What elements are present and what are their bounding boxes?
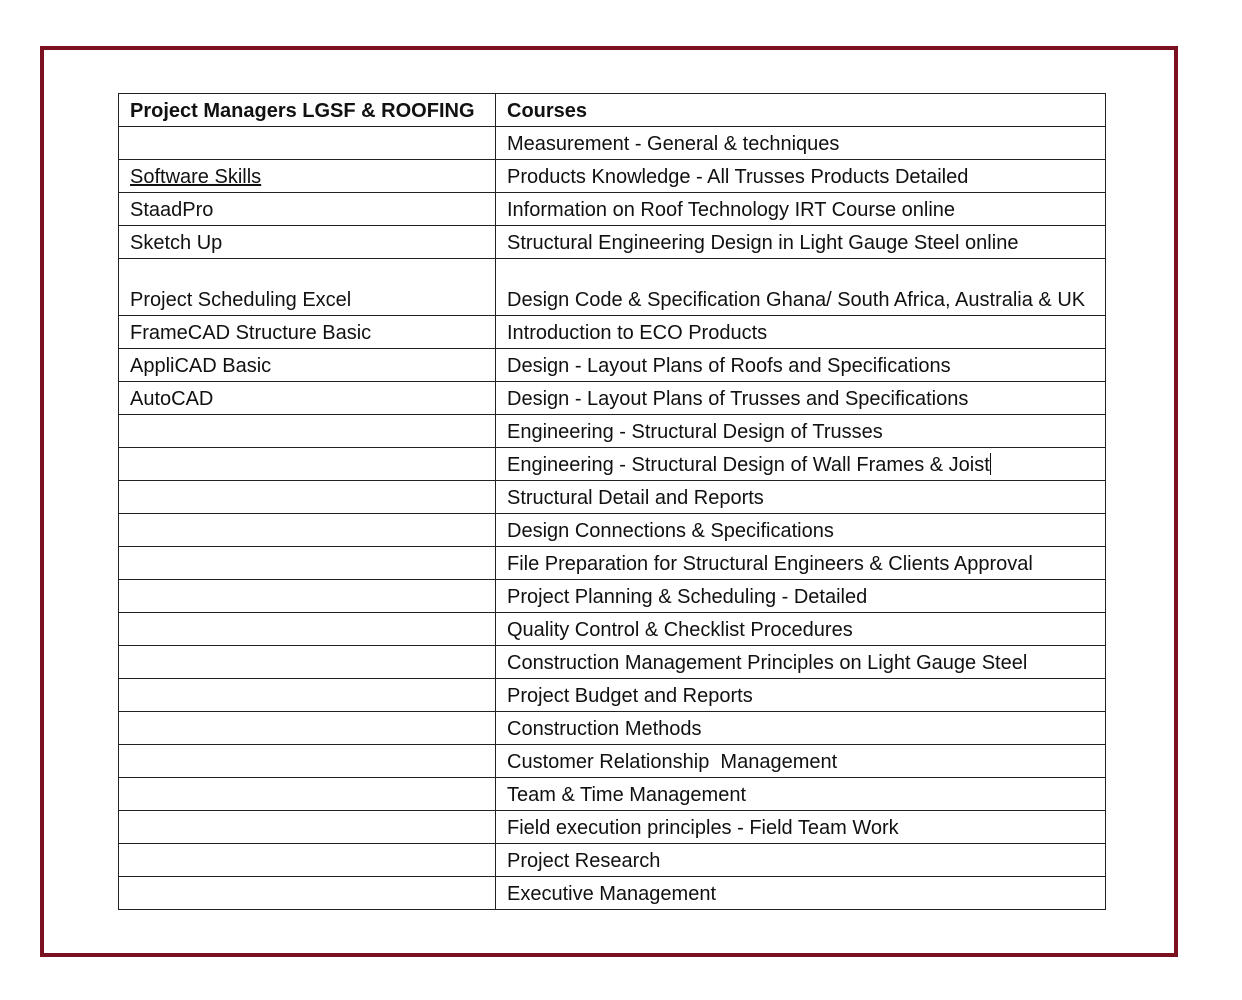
skill-cell xyxy=(119,811,496,844)
table-row xyxy=(119,448,1106,481)
course-cell: Measurement - General & techniques xyxy=(496,127,1106,160)
table-row xyxy=(119,193,1106,226)
table-row xyxy=(119,547,1106,580)
skill-cell xyxy=(119,712,496,745)
skill-cell: AppliCAD Basic xyxy=(119,349,496,382)
course-cell: Engineering - Structural Design of Trusses xyxy=(496,415,1106,448)
course-text: Engineering - Structural Design of Wall Frames & Joist xyxy=(507,454,990,476)
table-row xyxy=(119,646,1106,679)
table-row xyxy=(119,745,1106,778)
header-cell-courses: Courses xyxy=(496,94,1106,127)
course-cell[interactable] xyxy=(496,448,1106,481)
course-cell xyxy=(496,745,1106,778)
skill-cell xyxy=(119,844,496,877)
table-row xyxy=(119,712,1106,745)
software-skills-heading: Software Skills xyxy=(130,166,262,188)
header-cell-role: Project Managers LGSF & ROOFING xyxy=(119,94,496,127)
skill-cell xyxy=(119,160,496,193)
course-cell: File Preparation for Structural Engineers & Clients Approval xyxy=(496,547,1106,580)
course-cell: Design - Layout Plans of Trusses and Specifications xyxy=(496,382,1106,415)
skill-cell xyxy=(119,613,496,646)
course-text: Customer Relationship Management xyxy=(507,751,838,773)
course-cell: Information on Roof Technology IRT Course online xyxy=(496,193,1106,226)
table-row xyxy=(119,349,1106,382)
skill-cell: StaadPro xyxy=(119,193,496,226)
skill-cell: FrameCAD Structure Basic xyxy=(119,316,496,349)
course-cell: Executive Management xyxy=(496,877,1106,910)
table-row xyxy=(119,877,1106,910)
skill-cell xyxy=(119,745,496,778)
table-row xyxy=(119,778,1106,811)
course-cell: Design Connections & Specifications xyxy=(496,514,1106,547)
skill-cell xyxy=(119,547,496,580)
course-cell: Team & Time Management xyxy=(496,778,1106,811)
skill-cell xyxy=(119,127,496,160)
skill-cell xyxy=(119,778,496,811)
table-row xyxy=(119,160,1106,193)
course-cell: Field execution principles - Field Team Work xyxy=(496,811,1106,844)
skill-cell xyxy=(119,646,496,679)
course-cell: Structural Detail and Reports xyxy=(496,481,1106,514)
skill-cell xyxy=(119,580,496,613)
skill-cell xyxy=(119,448,496,481)
course-cell: Design Code & Specification Ghana/ South Africa, Australia & UK xyxy=(496,259,1106,316)
table-row xyxy=(119,580,1106,613)
table-row xyxy=(119,811,1106,844)
table-row xyxy=(119,226,1106,259)
table-row xyxy=(119,514,1106,547)
course-cell: Introduction to ECO Products xyxy=(496,316,1106,349)
table-row xyxy=(119,127,1106,160)
table-row xyxy=(119,613,1106,646)
skill-cell xyxy=(119,415,496,448)
course-cell: Construction Management Principles on Light Gauge Steel xyxy=(496,646,1106,679)
table-row xyxy=(119,679,1106,712)
skill-cell: Project Scheduling Excel xyxy=(119,259,496,316)
course-cell: Products Knowledge - All Trusses Products Detailed xyxy=(496,160,1106,193)
text-cursor xyxy=(990,453,991,475)
table-row xyxy=(119,481,1106,514)
skill-cell xyxy=(119,679,496,712)
table-row xyxy=(119,382,1106,415)
course-cell: Structural Engineering Design in Light Gauge Steel online xyxy=(496,226,1106,259)
skill-cell xyxy=(119,514,496,547)
skill-cell xyxy=(119,481,496,514)
skill-cell: Sketch Up xyxy=(119,226,496,259)
skill-cell: AutoCAD xyxy=(119,382,496,415)
table-row xyxy=(119,316,1106,349)
skill-cell xyxy=(119,877,496,910)
table-row xyxy=(119,844,1106,877)
table-row xyxy=(119,415,1106,448)
course-cell: Project Research xyxy=(496,844,1106,877)
course-table xyxy=(118,93,1106,910)
table-row xyxy=(119,259,1106,316)
course-cell: Project Planning & Scheduling - Detailed xyxy=(496,580,1106,613)
course-cell: Design - Layout Plans of Roofs and Specifications xyxy=(496,349,1106,382)
table-header-row xyxy=(119,94,1106,127)
course-cell: Project Budget and Reports xyxy=(496,679,1106,712)
course-cell: Quality Control & Checklist Procedures xyxy=(496,613,1106,646)
course-cell: Construction Methods xyxy=(496,712,1106,745)
